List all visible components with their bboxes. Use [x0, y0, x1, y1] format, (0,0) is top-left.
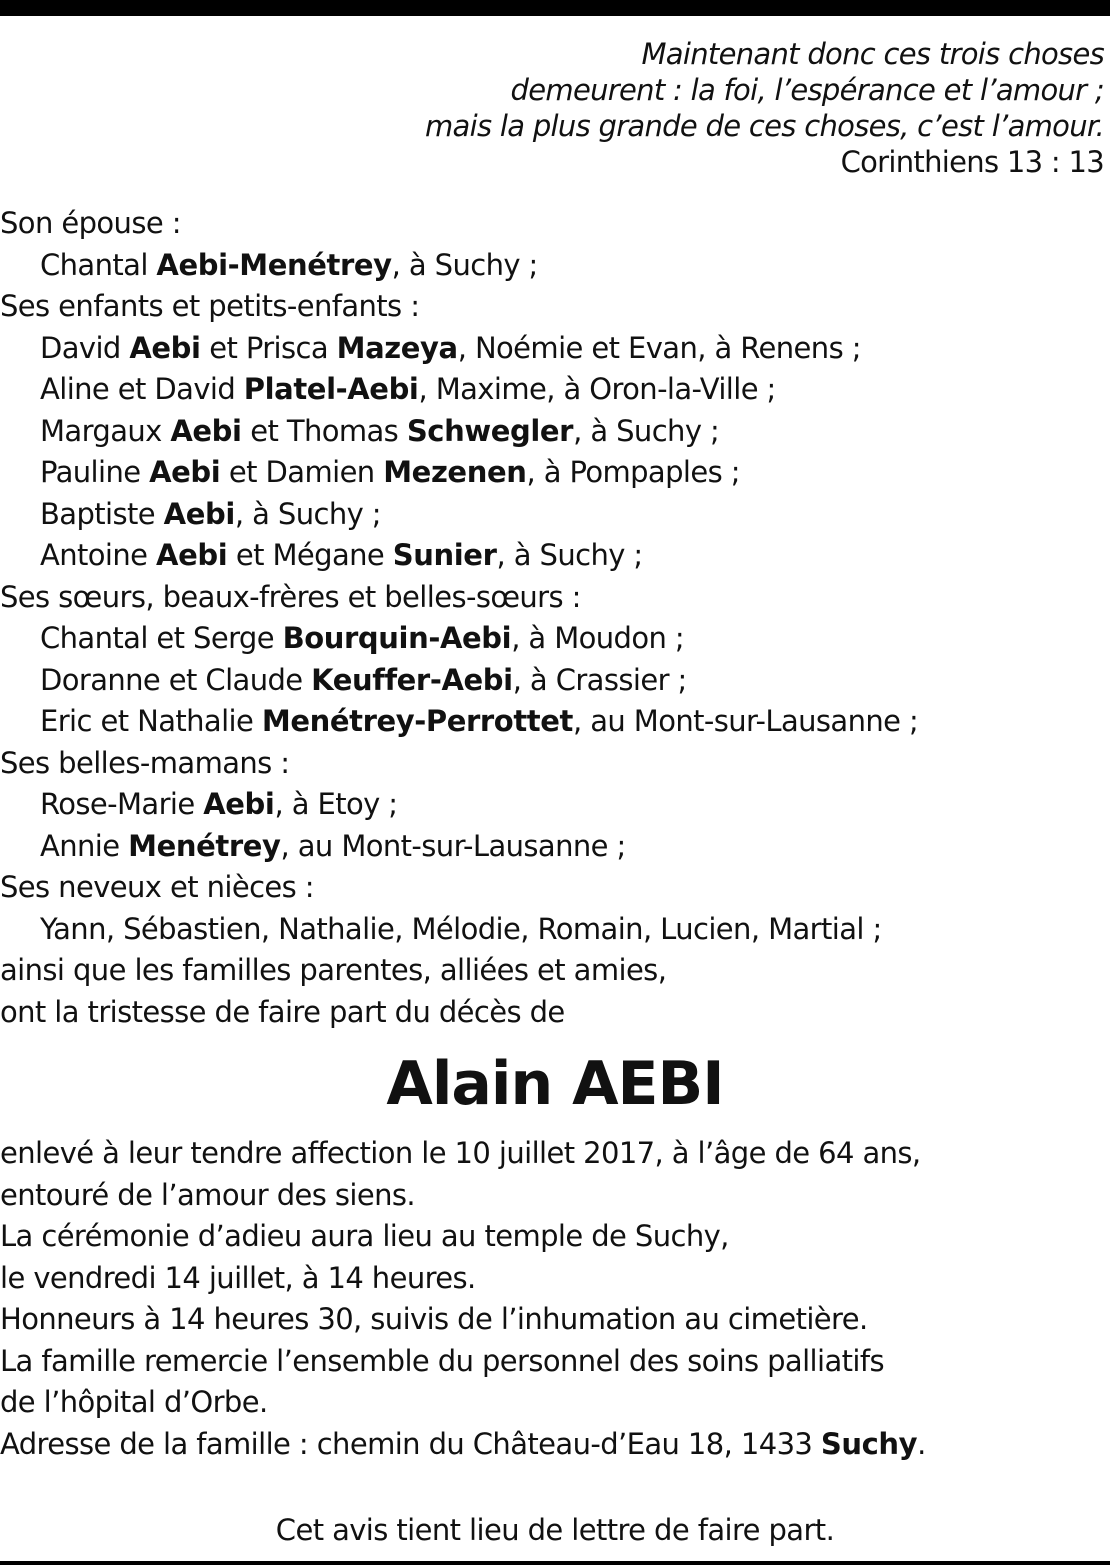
- sibling-entry: [0, 660, 1105, 702]
- footer-note: Cet avis tient lieu de lettre de faire part.: [275, 1513, 835, 1547]
- detail-line: Honneurs à 14 heures 30, suivis de l’inhumation au cimetière.: [0, 1302, 868, 1336]
- deceased-name: Alain AEBI: [386, 1049, 724, 1119]
- quote-line: demeurent : la foi, l’espérance et l’amour ;: [510, 73, 1104, 107]
- entry-text: Aline et David: [40, 372, 244, 406]
- entry-text: et Thomas: [241, 413, 407, 448]
- entry-text: et Prisca: [200, 330, 337, 365]
- entry-surname: Keuffer-Aebi: [311, 662, 513, 697]
- child-entry: [0, 328, 1105, 370]
- entry-surname: Aebi: [163, 496, 235, 531]
- mother-entry: [0, 784, 1105, 826]
- entry-text: Baptiste: [40, 496, 164, 531]
- sibling-entry: [0, 618, 1105, 660]
- epigraph-quote: [104, 36, 1104, 180]
- entry-text: , à Suchy ;: [573, 413, 720, 448]
- entry-text: et Damien: [220, 455, 384, 489]
- children-heading: Ses enfants et petits-enfants :: [0, 289, 420, 323]
- entry-surname: Schwegler: [406, 413, 574, 448]
- child-entry: [0, 369, 1105, 411]
- closing-line: ont la tristesse de faire part du décès de: [0, 994, 565, 1029]
- child-entry: [0, 452, 1105, 494]
- entry-surname: Platel-Aebi: [243, 372, 419, 406]
- siblings-heading: Ses sœurs, beaux-frères et belles-sœurs :: [0, 579, 581, 614]
- address-town: Suchy: [820, 1426, 918, 1461]
- entry-surname: Aebi: [129, 330, 201, 365]
- detail-line: de l’hôpital d’Orbe.: [0, 1385, 268, 1419]
- entry-text: Margaux: [40, 413, 171, 448]
- entry-text: , à Moudon ;: [511, 621, 685, 655]
- entry-surname: Menétrey: [128, 828, 281, 863]
- entry-surname: Menétrey-Perrottet: [261, 704, 573, 738]
- entry-text: , à Suchy ;: [234, 496, 381, 531]
- detail-line: entouré de l’amour des siens.: [0, 1177, 415, 1212]
- entry-text: , au Mont-sur-Lausanne ;: [280, 828, 626, 863]
- entry-surname: Aebi: [156, 538, 228, 572]
- mother-entry: [0, 826, 1105, 868]
- family-list: [0, 203, 1105, 1033]
- entry-surname: Sunier: [392, 538, 497, 572]
- spouse-heading: Son épouse :: [0, 206, 181, 240]
- entry-text: , à Suchy ;: [391, 247, 538, 282]
- detail-line: La famille remercie l’ensemble du personnel des soins palliatifs: [0, 1343, 884, 1378]
- entry-text: , à Pompaples ;: [526, 455, 740, 489]
- family-address: [0, 1424, 1105, 1466]
- entry-text: , à Etoy ;: [274, 787, 398, 821]
- quote-line: mais la plus grande de ces choses, c’est l’amour.: [424, 109, 1104, 143]
- entry-text: Doranne et Claude: [40, 662, 312, 697]
- entry-text: David: [40, 330, 130, 365]
- spouse-entry: [0, 245, 1105, 287]
- entry-text: , Maxime, à Oron-la-Ville ;: [418, 372, 776, 406]
- child-entry: [0, 535, 1105, 577]
- entry-text: , au Mont-sur-Lausanne ;: [572, 704, 919, 738]
- child-entry: [0, 494, 1105, 536]
- entry-text: Pauline: [40, 455, 150, 489]
- detail-line: enlevé à leur tendre affection le 10 juillet 2017, à l’âge de 64 ans,: [0, 1136, 921, 1170]
- bottom-rule: [0, 1561, 1110, 1565]
- entry-text: Annie: [40, 828, 129, 863]
- entry-surname: Aebi: [203, 787, 275, 821]
- quote-reference: Corinthiens 13 : 13: [840, 145, 1104, 179]
- closing-line: ainsi que les familles parentes, alliées et amies,: [0, 953, 667, 987]
- entry-text: Antoine: [40, 538, 157, 572]
- top-rule: [0, 0, 1110, 16]
- nephews-heading: Ses neveux et nièces :: [0, 870, 314, 904]
- mothers-heading: Ses belles-mamans :: [0, 745, 290, 780]
- detail-line: La cérémonie d’adieu aura lieu au temple de Suchy,: [0, 1219, 729, 1253]
- entry-surname: Bourquin-Aebi: [282, 621, 512, 655]
- quote-line: Maintenant donc ces trois choses: [641, 37, 1104, 71]
- address-text: .: [917, 1426, 926, 1461]
- entry-text: Eric et Nathalie: [40, 704, 262, 738]
- entry-surname: Mazeya: [336, 330, 458, 365]
- entry-text: Rose-Marie: [40, 787, 204, 821]
- child-entry: [0, 411, 1105, 453]
- entry-surname: Mezenen: [383, 455, 527, 489]
- entry-text: , à Crassier ;: [512, 662, 687, 697]
- entry-surname: Aebi: [149, 455, 221, 489]
- sibling-entry: [0, 701, 1105, 743]
- detail-line: le vendredi 14 juillet, à 14 heures.: [0, 1260, 476, 1295]
- ceremony-details: [0, 1133, 1105, 1465]
- entry-surname: Aebi: [170, 413, 242, 448]
- entry-surname: Aebi-Menétrey: [156, 247, 392, 282]
- entry-text: , Noémie et Evan, à Renens ;: [457, 330, 861, 365]
- entry-text: , à Suchy ;: [496, 538, 643, 572]
- entry-text: Chantal et Serge: [40, 621, 283, 655]
- entry-text: Chantal: [40, 247, 157, 282]
- entry-text: et Mégane: [227, 538, 393, 572]
- nephews-list: Yann, Sébastien, Nathalie, Mélodie, Romain, Lucien, Martial ;: [40, 911, 882, 946]
- address-text: Adresse de la famille : chemin du Château-d’Eau 18, 1433: [0, 1426, 821, 1461]
